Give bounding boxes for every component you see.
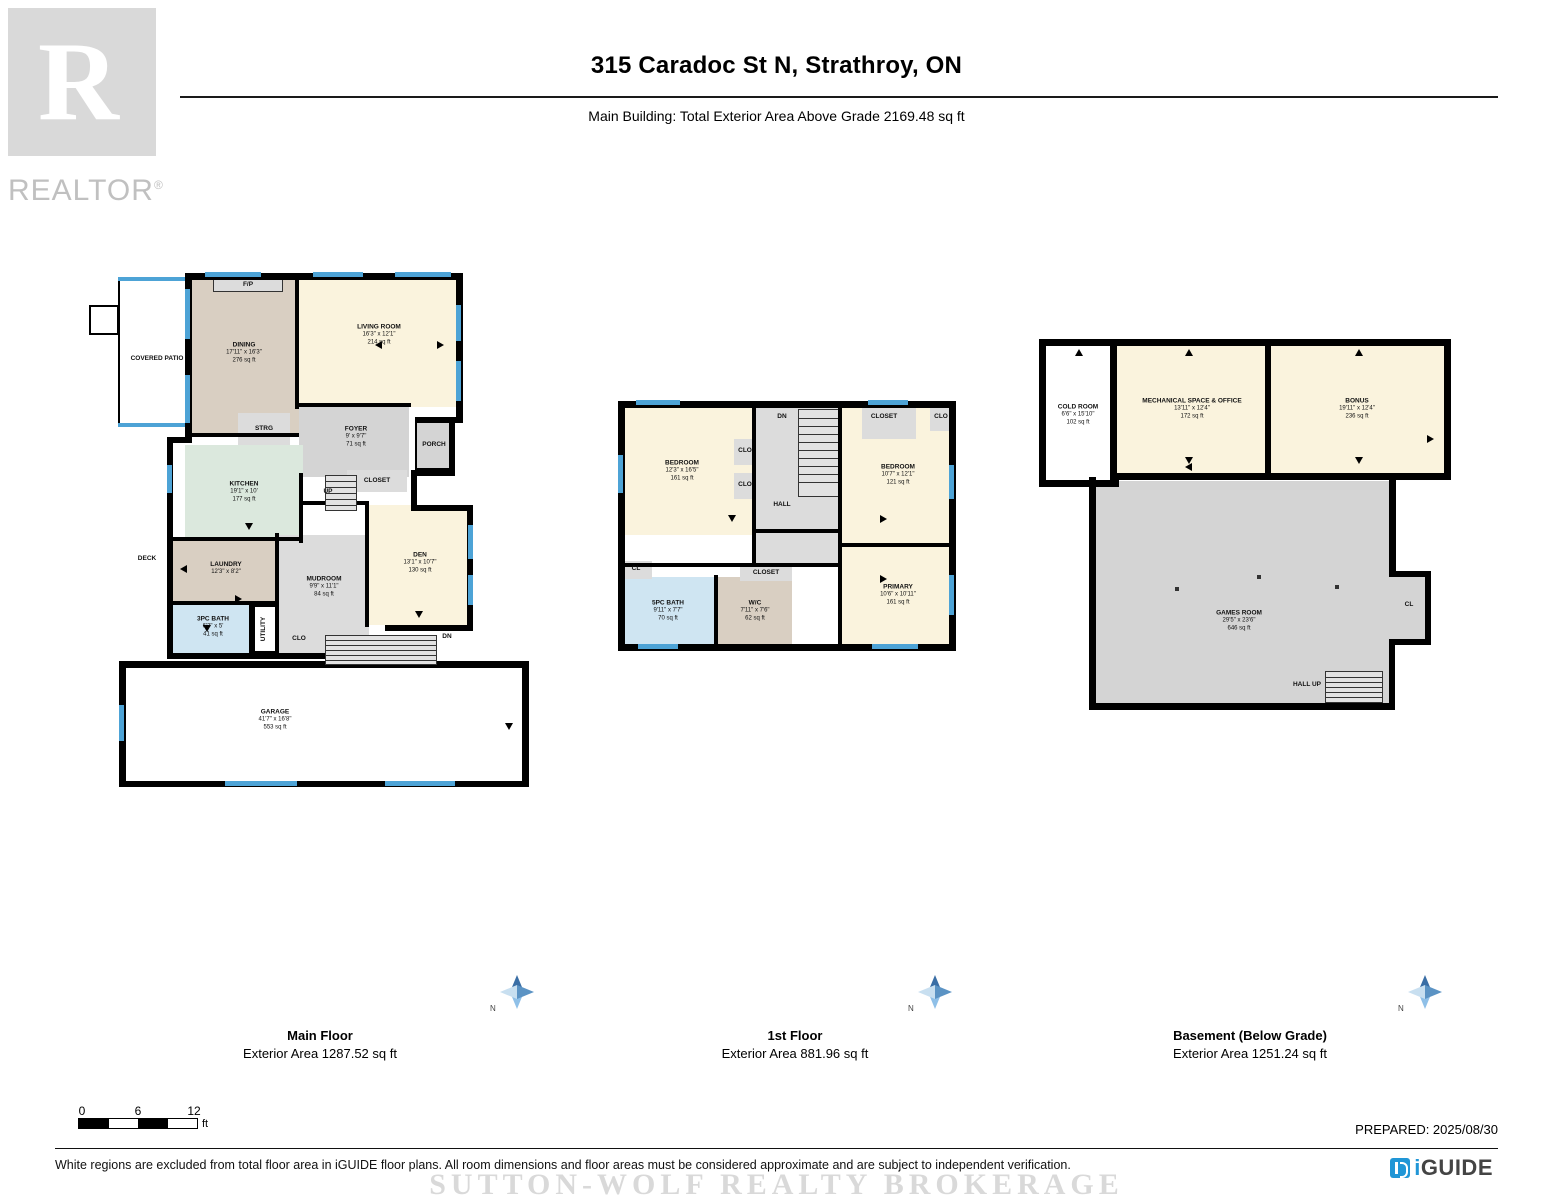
iguide-wordmark: iGUIDE [1414,1155,1493,1180]
main-floor-plan [85,265,565,805]
scale-bar [78,1104,209,1130]
label-deck: DECK [137,554,157,562]
label-bonus: BONUS 19'11" x 12'4" 236 sq ft [1339,397,1375,420]
compass-first-floor: N [918,975,952,1009]
watermark: SUTTON-WOLF REALTY BROKERAGE [429,1168,1124,1201]
label-up-main: UP [323,487,333,495]
room-garage [123,665,525,785]
stairs-basement [1325,671,1383,703]
label-cl-upper: CL [631,564,641,572]
label-bedroom-1: BEDROOM 12'3" x 16'5" 161 sq ft [665,459,699,482]
label-hall-up: HALL UP [1292,680,1322,688]
label-5pc-bath: 5PC BATH 9'11" x 7'7" 70 sq ft [651,599,685,622]
realtor-logo-letter: R [38,20,119,144]
caption-first-floor [585,1028,1005,1061]
caption-main-floor [110,1028,530,1061]
basement-area: Exterior Area 1251.24 sq ft [1173,1046,1327,1061]
label-fireplace: F/P [242,280,254,288]
label-foyer: FOYER 9' x 9'7" 71 sq ft [344,425,368,448]
realtor-logo-mark [8,8,156,156]
first-floor-name: 1st Floor [767,1028,823,1043]
prepared-date: PREPARED: 2025/08/30 [1355,1122,1498,1137]
label-hall: HALL [773,500,791,508]
label-den: DEN 13'1" x 10'7" 130 sq ft [403,551,437,574]
label-mudroom: MUDROOM 9'9" x 11'1" 84 sq ft [306,575,342,598]
realtor-logo-word: REALTOR® [8,174,164,207]
label-dn-upper: DN [777,412,787,420]
label-wic: W/C 7'11" x 7'6" 62 sq ft [740,599,770,622]
scale-bar-graphic [78,1118,198,1129]
scale-unit: ft [202,1118,209,1130]
label-kitchen: KITCHEN 19'1" x 10' 177 sq ft [229,480,259,503]
label-dining: DINING 17'11" x 16'3" 276 sq ft [226,341,262,364]
page-title: 315 Caradoc St N, Strathroy, ON [590,52,963,79]
label-cl-basement: CL [1404,600,1414,608]
label-dn-main: DN [442,632,452,640]
label-covered-patio: COVERED PATIO [130,354,184,362]
label-games-room: GAMES ROOM 29'5" x 23'6" 646 sq ft [1216,609,1262,632]
room-closet-upper [862,405,916,439]
stairs-upper [798,409,842,497]
stairs-down-main [325,635,437,665]
basement-plan [1035,335,1435,735]
label-3pc-bath: 3PC BATH 6'3" x 5' 41 sq ft [196,615,230,638]
first-floor-plan [612,395,982,685]
label-garage: GARAGE 41'7" x 16'8" 553 sq ft [258,708,292,731]
scale-tick-0: 0 [78,1104,86,1118]
label-clo-upper-2: CLO [738,480,752,488]
basement-name: Basement (Below Grade) [1173,1028,1327,1043]
label-mechanical-office: MECHANICAL SPACE & OFFICE 13'11" x 12'4" 172 sq ft [1142,397,1242,420]
first-floor-area: Exterior Area 881.96 sq ft [721,1046,869,1061]
label-utility: UTILITY [259,616,267,642]
disclaimer-text: White regions are excluded from total floor area in iGUIDE floor plans. All room dimensions and floor areas must be considered approximate and are subject to independent verification. [55,1158,1071,1172]
label-laundry: LAUNDRY 12'3" x 8'2" [210,561,242,576]
label-porch: PORCH [422,440,446,448]
main-floor-name: Main Floor [287,1028,353,1043]
main-floor-area: Exterior Area 1287.52 sq ft [243,1046,397,1061]
label-closet-upper-2: CLOSET [752,568,780,576]
header-divider [180,96,1498,98]
scale-tick-6: 6 [134,1104,142,1118]
label-strg: STRG [254,424,274,432]
label-clo-upper-1: CLO [738,446,752,454]
scale-tick-12: 12 [187,1104,201,1118]
label-cold-room: COLD ROOM 6'6" x 15'10" 102 sq ft [1057,403,1099,426]
compass-basement: N [1408,975,1442,1009]
label-clo-upper-3: CLO [934,412,948,420]
label-primary: PRIMARY 10'6" x 10'11" 161 sq ft [880,583,916,606]
footer-divider [55,1148,1498,1149]
label-bedroom-2: BEDROOM 10'7" x 12'1" 121 sq ft [881,463,915,486]
label-closet-main: CLOSET [363,476,391,484]
compass-main-floor: N [500,975,534,1009]
label-living-room: LIVING ROOM 16'3" x 12'1" 214 sq ft [357,323,401,346]
label-clo-main: CLO [292,634,306,642]
caption-basement [1040,1028,1460,1061]
page-subtitle: Main Building: Total Exterior Area Above Grade 2169.48 sq ft [588,108,965,124]
patio-step [89,305,119,335]
label-closet-upper: CLOSET [870,412,898,420]
